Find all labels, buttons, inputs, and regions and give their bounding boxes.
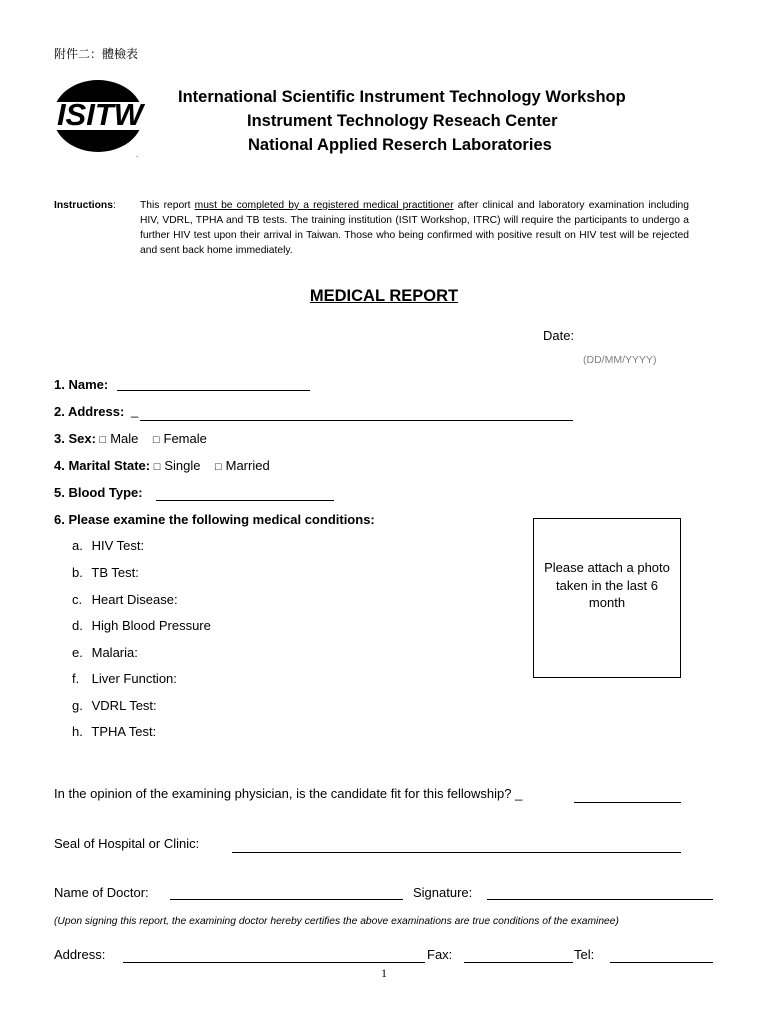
- checkbox-icon: □: [214, 461, 222, 473]
- condition-item: h. TPHA Test:: [72, 724, 157, 739]
- fitness-question: In the opinion of the examining physician, is the candidate fit for this fellowship? _: [54, 786, 523, 801]
- date-label: Date:: [543, 328, 575, 343]
- condition-item: a. HIV Test:: [72, 538, 145, 553]
- photo-attachment-box[interactable]: [533, 518, 681, 678]
- condition-item: d. High Blood Pressure: [72, 618, 211, 633]
- header-line-2: Instrument Technology Reseach Center: [247, 112, 558, 130]
- certification-note: (Upon signing this report, the examining doctor hereby certifies the above examinations are true conditions of the examinee): [54, 916, 619, 927]
- doctor-address-label: Address:: [54, 947, 106, 962]
- page-number: 1: [381, 966, 387, 980]
- logo-mark: .: [136, 150, 139, 159]
- photo-box-text: Please attach a photo taken in the last 6 month: [544, 560, 670, 610]
- address-label: 2. Address:: [54, 404, 125, 419]
- seal-label: Seal of Hospital or Clinic:: [54, 836, 200, 851]
- tel-label: Tel:: [574, 947, 595, 962]
- blood-type-label: 5. Blood Type:: [54, 485, 143, 500]
- sex-male-option[interactable]: □ Male: [99, 431, 139, 446]
- fax-field[interactable]: [464, 962, 573, 963]
- page-title: MEDICAL REPORT: [309, 287, 459, 305]
- instructions-label: Instructions: [54, 200, 113, 211]
- instructions-emphasis: must be completed by a registered medical practitioner: [194, 200, 454, 211]
- header-line-3: National Applied Reserch Laboratories: [248, 136, 552, 154]
- checkbox-icon: □: [153, 461, 161, 473]
- fitness-answer-field[interactable]: [574, 802, 681, 803]
- annex-label: 附件二：體檢表: [54, 47, 139, 61]
- doctor-name-field[interactable]: [170, 899, 403, 900]
- blood-type-field[interactable]: [156, 500, 334, 501]
- name-label: 1. Name:: [54, 377, 109, 392]
- marital-row: [54, 458, 270, 473]
- header-line-1: International Scientific Instrument Technology Workshop: [178, 88, 626, 106]
- logo-text: ISITW: [56, 97, 144, 132]
- condition-item: b. TB Test:: [72, 565, 139, 580]
- tel-field[interactable]: [610, 962, 713, 963]
- marital-single-option[interactable]: □ Single: [153, 458, 201, 473]
- checkbox-icon: □: [99, 434, 107, 446]
- condition-item: f. Liver Function:: [72, 671, 177, 686]
- seal-field[interactable]: [232, 852, 681, 853]
- sex-female-option[interactable]: □ Female: [152, 431, 207, 446]
- date-format-hint: (DD/MM/YYYY): [583, 354, 657, 366]
- signature-label: Signature:: [413, 885, 473, 900]
- condition-item: g. VDRL Test:: [72, 698, 157, 713]
- sex-row: [54, 431, 207, 446]
- name-field[interactable]: [117, 390, 310, 391]
- isitw-logo: [52, 78, 148, 154]
- address-mark: _: [131, 403, 139, 418]
- doctor-address-field[interactable]: [123, 962, 425, 963]
- condition-item: e. Malaria:: [72, 645, 138, 660]
- sex-label: 3. Sex:: [54, 431, 96, 446]
- signature-field[interactable]: [487, 899, 713, 900]
- address-field[interactable]: [140, 420, 573, 421]
- fax-label: Fax:: [427, 947, 453, 962]
- instructions: Instructions: This report must be completed by a registered medical practitioner after clinical and laboratory examination including HIV, VDRL, TPHA and TB tests. The training institution (ISIT Workshop, ITRC) will require the participants to undergo a further HIV test upon their arrival in Taiwan. Those who being confirmed with positive result on HIV test will be rejected and sent back home immediately.: [54, 200, 690, 256]
- marital-married-option[interactable]: □ Married: [214, 458, 270, 473]
- doctor-name-label: Name of Doctor:: [54, 885, 149, 900]
- checkbox-icon: □: [152, 434, 160, 446]
- conditions-heading: 6. Please examine the following medical conditions:: [54, 512, 375, 527]
- condition-item: c. Heart Disease:: [72, 592, 178, 607]
- instructions-text: This report must be completed by a registered medical practitioner after clinical and laboratory examination including HIV, VDRL, TPHA and TB tests. The training institution (ISIT Workshop, ITRC) will require the participants to undergo a further HIV test upon their arrival in Taiwan. Those who being confirmed with positive result on HIV test will be rejected and sent back home immediately.: [140, 200, 690, 256]
- marital-label: 4. Marital State:: [54, 458, 151, 473]
